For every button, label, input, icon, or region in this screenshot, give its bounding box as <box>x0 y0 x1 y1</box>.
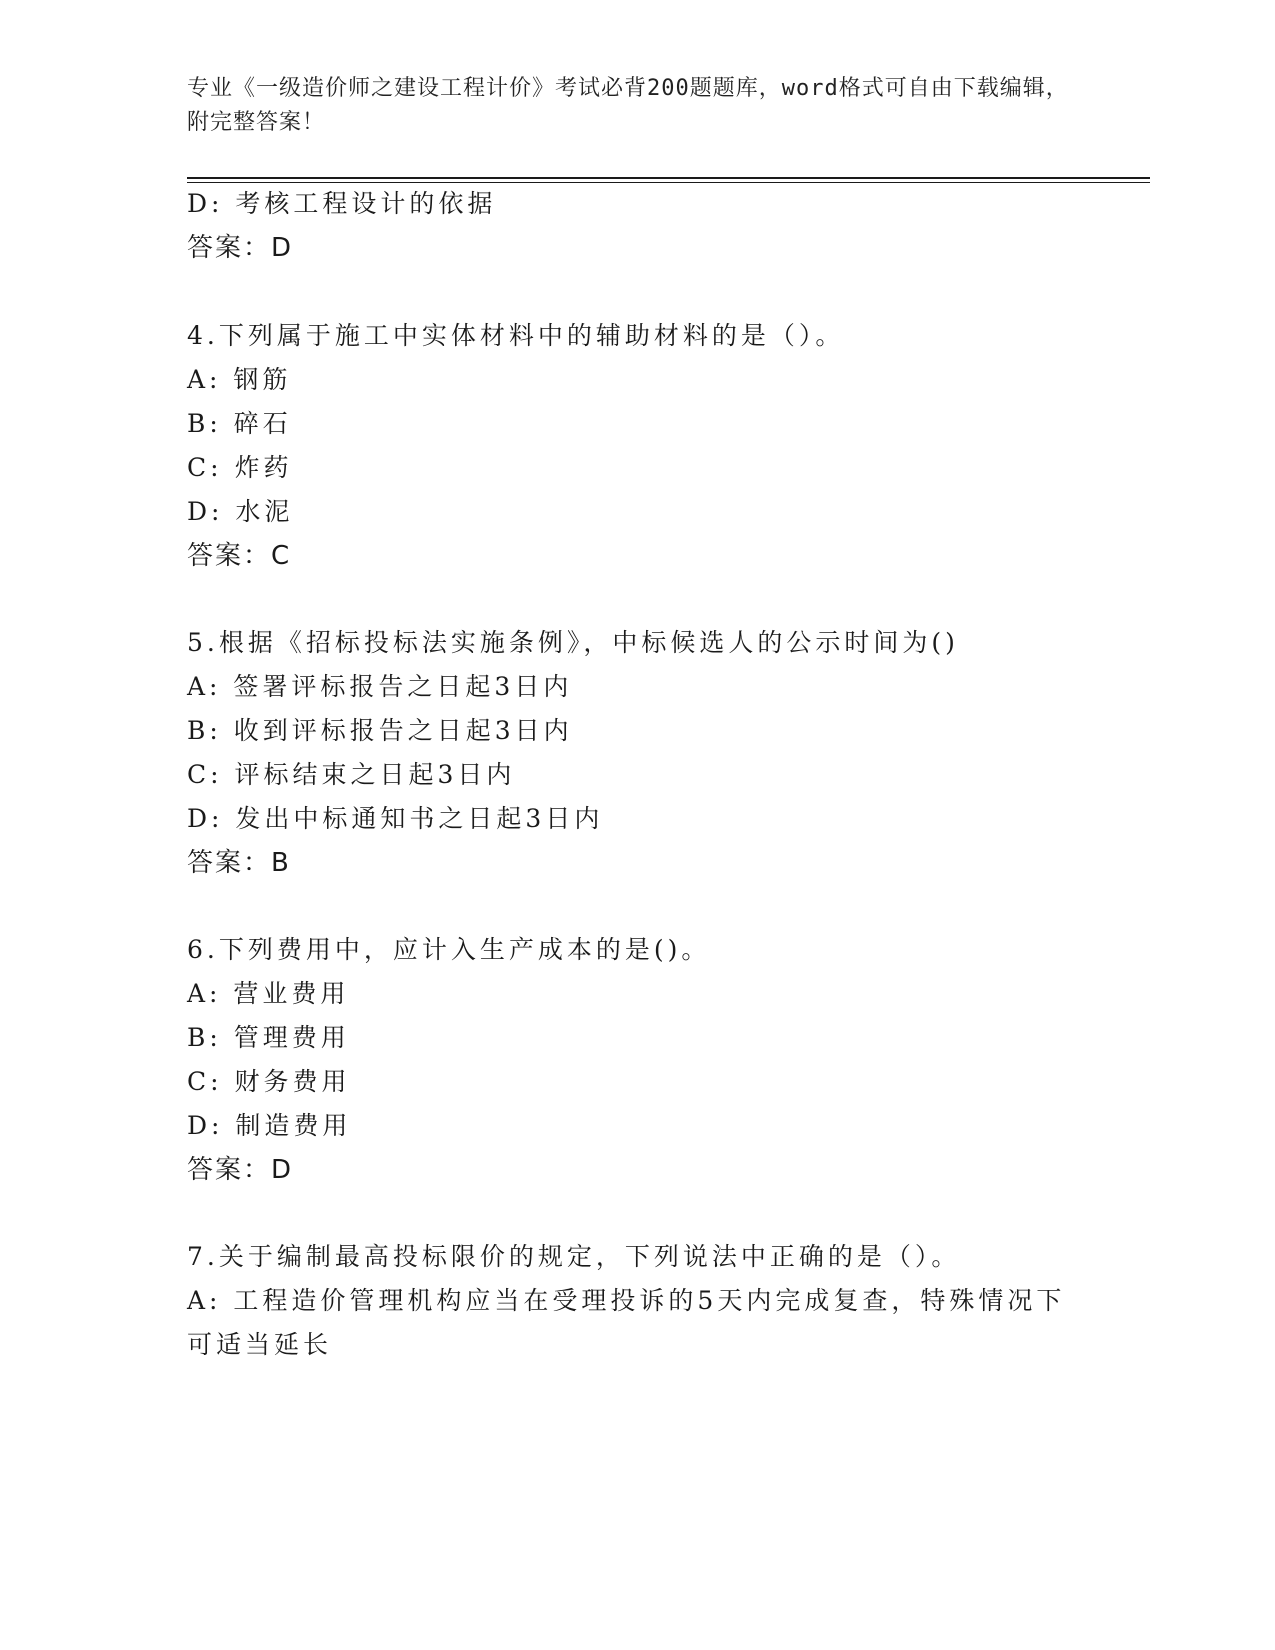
q5-option-d: D: 发出中标通知书之日起3日内 <box>187 804 604 833</box>
q7-option-a: A: 工程造价管理机构应当在受理投诉的5天内完成复查，特殊情况下可适当延长 <box>187 1286 1066 1359</box>
q5-option-b: B: 收到评标报告之日起3日内 <box>187 716 573 745</box>
q3-option-d: D: 考核工程设计的依据 <box>187 189 497 218</box>
q4-option-a: A: 钢筋 <box>187 365 292 394</box>
q4-option-c: C: 炸药 <box>187 453 293 482</box>
q5-option-c: C: 评标结束之日起3日内 <box>187 760 516 789</box>
q6-option-a: A: 营业费用 <box>187 979 350 1008</box>
q4-answer: 答案：C <box>187 541 292 571</box>
q5-stem: 5.根据《招标投标法实施条例》，中标候选人的公示时间为() <box>187 628 959 657</box>
q4-stem: 4.下列属于施工中实体材料中的辅助材料的是（）。 <box>187 321 845 350</box>
q5-answer: 答案：B <box>187 848 291 878</box>
document-header: 专业《一级造价师之建设工程计价》考试必背200题题库，word格式可自由下载编辑，附完整答案！ <box>187 76 1069 135</box>
q7-stem: 7.关于编制最高投标限价的规定，下列说法中正确的是（）。 <box>187 1242 961 1271</box>
q6-stem: 6.下列费用中，应计入生产成本的是()。 <box>187 935 711 964</box>
q6-answer: 答案：D <box>187 1155 294 1185</box>
q4-option-b: B: 碎石 <box>187 409 292 438</box>
header-divider <box>187 177 1150 179</box>
q3-answer: 答案：D <box>187 233 294 263</box>
q6-option-c: C: 财务费用 <box>187 1067 351 1096</box>
q4-option-d: D: 水泥 <box>187 497 294 526</box>
q6-option-b: B: 管理费用 <box>187 1023 350 1052</box>
q6-option-d: D: 制造费用 <box>187 1111 352 1140</box>
q5-option-a: A: 签署评标报告之日起3日内 <box>187 672 573 701</box>
header-divider-thin <box>187 182 1150 183</box>
